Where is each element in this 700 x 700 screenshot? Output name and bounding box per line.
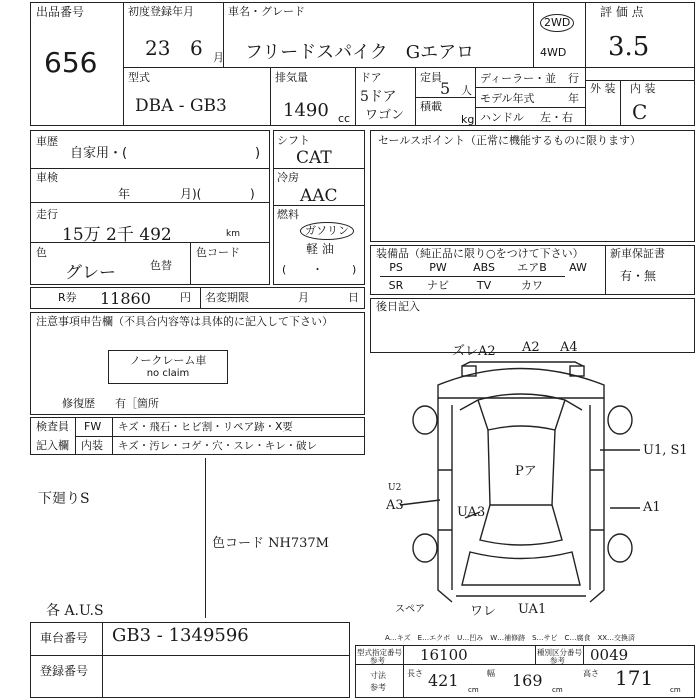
stamp-line-2: no claim	[146, 368, 190, 379]
drive-4wd: 4WD	[540, 46, 567, 59]
equip-pw: PW	[429, 261, 447, 274]
int-label: 内 装	[630, 82, 656, 95]
height-label: 高さ	[583, 669, 599, 678]
width-value: 169	[512, 671, 543, 690]
name-label: 車名・グレード	[228, 5, 305, 18]
ac-label: 冷房	[277, 171, 299, 184]
reg-year: 23	[145, 36, 171, 60]
type-label: 型式指定番号	[357, 648, 402, 657]
dealer-label: ディーラー・並	[480, 72, 557, 85]
recolor-label: 色替	[150, 259, 172, 272]
chassis-label: 車台番号	[40, 631, 89, 645]
equip-abs: ABS	[473, 261, 495, 274]
model-label: 型式	[128, 71, 150, 84]
equip-ps: PS	[389, 261, 403, 274]
dmg-bottom-2: UA1	[518, 602, 547, 617]
note-line-3: 各 A.U.S	[46, 603, 104, 619]
header-block	[30, 2, 695, 126]
dmg-right-2: A1	[643, 500, 661, 515]
width-unit: cm	[552, 686, 563, 694]
cap-unit: 人	[461, 84, 472, 97]
reg-month: 6	[190, 36, 203, 60]
score-label: 評 価 点	[600, 5, 644, 19]
int-value: C	[632, 100, 648, 124]
reg-label: 初度登録年月	[128, 5, 194, 18]
recycle-value: 11860	[100, 289, 151, 308]
note-line-2: 色コード NH737M	[212, 536, 329, 551]
size-sub: 参考	[370, 683, 386, 692]
door-value: 5ドア	[360, 89, 397, 105]
deadline-day: 日	[348, 291, 359, 304]
inspector-fw: FW	[84, 420, 102, 433]
dmg-left-2: A3	[386, 498, 404, 513]
ext-label: 外 装	[590, 82, 616, 95]
load-unit: kg	[461, 113, 475, 126]
stamp-line-1: ノークレーム車	[129, 354, 207, 367]
drive-2wd: 2WD	[540, 14, 574, 32]
equip-sr: SR	[388, 279, 404, 292]
dmg-top-1: ズレA2	[452, 344, 496, 359]
disp-unit: cc	[338, 112, 351, 125]
length-value: 421	[428, 671, 459, 690]
length-label: 長さ	[407, 669, 423, 678]
ac-value: AAC	[300, 186, 338, 206]
warranty-label: 新車保証書	[610, 247, 665, 260]
equipment-row-1	[378, 261, 603, 275]
fuel-label: 燃料	[277, 208, 299, 221]
sales-label: セールスポイント（正常に機能するものに限ります）	[378, 134, 642, 147]
lot-number: 656	[44, 46, 98, 79]
score-value: 3.5	[608, 32, 650, 62]
disp-label: 排気量	[275, 71, 308, 84]
recycle-unit: 円	[180, 291, 191, 304]
shaken-year: 年	[118, 187, 131, 201]
length-unit: cm	[468, 686, 479, 694]
lot-label: 出品番号	[36, 5, 85, 19]
dmg-spare: スペア	[395, 604, 425, 615]
repair-value: 有［箇所	[115, 397, 159, 410]
height-value: 171	[615, 666, 654, 690]
history-label: 車歴	[36, 135, 58, 148]
fuel-gas: ガソリン	[300, 222, 354, 240]
shaken-label: 車検	[36, 171, 58, 184]
width-label: 幅	[487, 669, 495, 678]
equip-leather: カワ	[521, 279, 543, 292]
deadline-month: 月	[298, 291, 309, 304]
handle-label: ハンドル	[480, 111, 524, 124]
fuel-diesel: 軽 油	[306, 242, 334, 256]
shaken-month: 月)(	[180, 187, 202, 201]
damage-legend: A…キズ E…エクボ U…凹み W…補修跡 S…サビ C…腐食 XX…交換済	[385, 634, 636, 642]
load-label: 積載	[420, 100, 442, 113]
history-close: )	[255, 146, 261, 161]
repair-label: 修復歴	[62, 397, 95, 410]
class-sub: 参考	[550, 656, 565, 665]
inspector-label-1: 検査員	[36, 420, 69, 433]
reg-number-label: 登録番号	[40, 664, 89, 678]
dmg-center-1: Pア	[515, 464, 537, 479]
reg-month-unit: 月	[213, 51, 224, 64]
dmg-left-1: U2	[388, 483, 402, 493]
color-label: 色	[36, 246, 47, 259]
cap-value: 5	[440, 79, 451, 98]
chassis-value: GB3 - 1349596	[112, 625, 249, 646]
class-label: 種別区分番号	[537, 648, 582, 657]
load-value: ワゴン	[365, 108, 405, 123]
name-value: フリードスパイク Gエアロ	[245, 42, 475, 63]
dmg-right-1: U1, S1	[643, 443, 688, 458]
fuel-paren-open: (	[282, 263, 287, 276]
inspector-interior-items: キズ・汚レ・コゲ・穴・スレ・キレ・破レ	[118, 440, 318, 452]
notes-label: 注意事項申告欄（不具合内容等は具体的に記入して下さい）	[36, 315, 333, 328]
disp-value: 1490	[283, 100, 329, 121]
equipment-label: 装備品（純正品に限り○をつけて下さい）	[376, 247, 584, 260]
history-value: 自家用・(	[70, 146, 128, 161]
shift-value: CAT	[296, 148, 332, 168]
model-year-unit: 年	[568, 92, 579, 105]
equip-tv: TV	[476, 279, 492, 292]
type-sub: 参考	[370, 656, 385, 665]
color-value: グレー	[65, 263, 116, 283]
fuel-paren-close: )	[352, 263, 357, 276]
equipment-row-2	[378, 279, 603, 293]
equip-navi: ナビ	[427, 279, 449, 292]
afterfit-label: 後日記入	[376, 300, 420, 313]
fuel-dot: ・	[312, 263, 323, 276]
mileage-value: 15万 2千 492	[62, 225, 172, 245]
inspector-label-2: 記入欄	[36, 439, 69, 452]
class-value: 0049	[590, 646, 629, 664]
model-year-label: モデル年式	[480, 92, 535, 105]
dmg-top-3: A4	[560, 340, 578, 355]
recycle-label: R券	[58, 291, 77, 304]
handle-value: 左・右	[540, 111, 573, 124]
inspector-interior: 内装	[81, 439, 103, 452]
warranty-value: 有・無	[620, 269, 657, 283]
type-value: 16100	[420, 646, 468, 664]
deadline-label: 名変期限	[205, 291, 249, 304]
equip-airbag: エアB	[517, 261, 547, 274]
size-label: 寸法	[370, 671, 386, 680]
color-code-label: 色コード	[196, 246, 240, 259]
shift-label: シフト	[277, 134, 310, 147]
dealer-unit: 行	[568, 72, 579, 85]
equip-aw: AW	[569, 261, 587, 274]
shaken-close: )	[250, 187, 255, 201]
dmg-center-2: UA3	[457, 505, 486, 520]
note-line-1: 下廻りS	[38, 491, 90, 507]
inspector-fw-items: キズ・飛石・ヒビ割・リペア跡・X要	[118, 421, 293, 433]
no-claim-stamp	[108, 350, 228, 384]
model-value: DBA - GB3	[135, 96, 227, 116]
dmg-bottom-1: ワレ	[470, 604, 497, 619]
cap-label: 定員	[420, 71, 442, 84]
mileage-unit: km	[226, 229, 240, 239]
door-label: ドア	[360, 71, 382, 84]
mileage-label: 走行	[36, 208, 58, 221]
height-unit: cm	[670, 686, 681, 694]
dmg-top-2: A2	[522, 340, 540, 355]
